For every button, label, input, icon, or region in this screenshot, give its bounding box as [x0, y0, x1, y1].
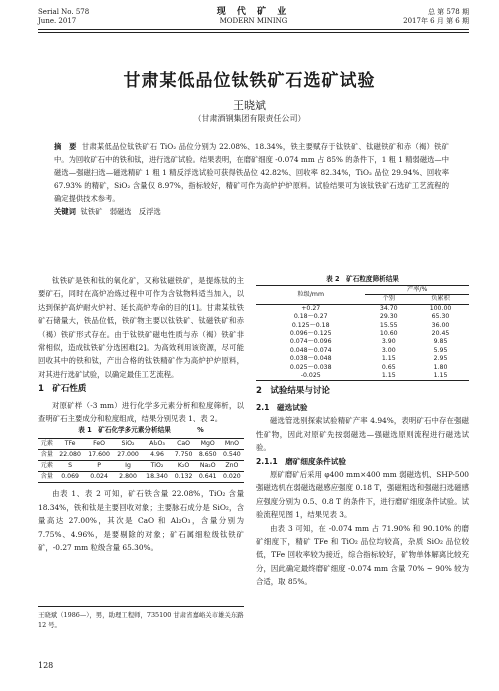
section-2-heading: 2 试验结果与讨论 [256, 386, 330, 397]
table-cell: 0.025～0.038 [289, 363, 332, 371]
table-header-yield: 产率/% [365, 286, 469, 295]
table-cell: MnO [224, 440, 239, 448]
table-cell: Na₂O [196, 461, 220, 472]
header-rule-thin [38, 32, 469, 33]
table-row [38, 439, 244, 450]
serial-number: Serial No. 578 [38, 8, 90, 16]
section-1-text: 对原矿样（-3 mm）进行化学多元素分析和粒度筛析，以查明矿石主要成分和粒度组成，结果分别见表 1、表 2。 [38, 400, 244, 424]
table-cell: 元素 [38, 461, 56, 472]
table-cell: 34.70 [379, 304, 398, 312]
table-cell: 0.048～0.074 [289, 346, 332, 354]
table-cell: 9.85 [433, 338, 448, 346]
table-row [256, 347, 469, 355]
table-cell: 0.020 [220, 472, 244, 483]
table-cell: P [85, 461, 114, 472]
table-subheader-cumulative: 负累积 [412, 295, 469, 304]
table-cell: 5.95 [433, 346, 448, 354]
table-2-caption: 表 2 矿石粒度筛析结果 [326, 275, 399, 283]
issue-date: June. 2017 [38, 17, 77, 25]
table-row [256, 304, 469, 313]
table-cell: 3.90 [381, 338, 396, 346]
table-cell: 0.132 [171, 472, 195, 483]
section-2-1-1-text: 原矿磨矿后采用 φ400 mm×400 mm 弱磁选机、SHP-500 强磁选机在弱磁选磁感应强度 0.18 T，强磁粗选和强磁扫选磁感应强度分别为 0.5、0.8 T 的条件下，进行磨矿细度条件试验。试验流程见图 1，结果见表 3。 [256, 469, 469, 520]
keywords-label: 关键词 [54, 207, 76, 216]
table-cell: 7.750 [171, 450, 195, 461]
table-cell: 0.641 [196, 472, 220, 483]
header-right [403, 8, 469, 26]
table-cell: 0.024 [85, 472, 114, 483]
table-cell: FeO [93, 440, 106, 448]
table-cell: S [56, 461, 85, 472]
table-row [256, 355, 469, 363]
table-cell: 10.60 [379, 330, 398, 338]
left-column [38, 274, 244, 555]
table-cell: 17.600 [85, 450, 114, 461]
author-footnote: 王晓斌（1986—），男，助理工程师，735100 甘肃省嘉峪关市雄关东路 12 号。 [38, 606, 244, 630]
keywords-text: 钛铁矿 弱磁选 反浮选 [80, 207, 161, 216]
section-2-1-1-heading: 2.1.1 磨矿细度条件试验 [256, 456, 346, 466]
table-cell: 65.30 [431, 313, 450, 321]
table-row [256, 330, 469, 338]
table-cell: 0.125～0.18 [291, 321, 330, 329]
table-header-size: 粒级/mm [256, 286, 365, 305]
section-2-1-heading: 2.1 磁选试验 [256, 402, 308, 412]
table-cell: 1.15 [381, 355, 396, 363]
table-row [38, 472, 244, 483]
table-row [256, 364, 469, 372]
table-cell: 2.800 [114, 472, 143, 483]
table-cell: Ig [114, 461, 143, 472]
table-2 [256, 285, 469, 381]
table-cell: 3.00 [381, 346, 396, 354]
table-1 [38, 438, 244, 483]
section-1-heading: 1 矿石性质 [38, 384, 87, 395]
table-cell: ZnO [220, 461, 244, 472]
table-subheader-individual: 个别 [365, 295, 412, 304]
table-cell: 含量 [38, 450, 56, 461]
abstract-block [54, 140, 449, 218]
table-cell: 0.096～0.125 [289, 330, 332, 338]
author-name: 王晓斌 [233, 99, 266, 112]
table-cell: Al₂O₃ [149, 440, 165, 448]
table-cell: 100.00 [429, 304, 452, 312]
table-cell: CaO [177, 440, 191, 448]
header-rule-thick [38, 29, 469, 30]
table-cell: 0.038～0.048 [289, 355, 332, 363]
table-cell: SiO₂ [121, 440, 135, 448]
table-cell: 0.074～0.096 [289, 338, 332, 346]
table-cell: 27.000 [114, 450, 143, 461]
table-cell: MgO [200, 440, 215, 448]
table-row [256, 322, 469, 330]
abstract-text: 甘肃某低品位钛铁矿石 TiO₂ 品位分别为 22.08%、18.34%，铁主要赋存于钛铁矿、钛磁铁矿和赤（褐）铁矿中。为回收矿石中的铁和钛，进行选矿试验。结果表明，在磨矿细度 -0.074 mm 占 85% 的条件下，1 粗 1 精弱磁选—中磁选—强磁扫选—磁选精矿 1 粗 1 精反浮选试验可获得铁品位 42.82%、回收率 82.34%，TiO₂ 品位 29.94%、回收率 67.93% 的精矿，SiO₂ 含量仅 8.97%，指标较好，精矿可作为高炉护炉原料。试验结果可为该钛铁矿石选矿工艺流程的确定提供技术参考。 [54, 142, 450, 203]
issue-cn: 2017年 6 月 第 6 期 [403, 17, 469, 25]
article-title: 甘肃某低品位钛铁矿石选矿试验 [123, 71, 376, 91]
table-cell: 1.15 [381, 372, 396, 380]
table-cell: 15.55 [379, 321, 398, 329]
table-cell: TiO₂ [143, 461, 172, 472]
table-cell: 8.650 [196, 450, 220, 461]
table-row [256, 372, 469, 381]
table-cell: 0.069 [56, 472, 85, 483]
right-column [256, 274, 469, 589]
page-number: 128 [38, 661, 54, 670]
table-row [256, 313, 469, 321]
table-cell: 22.080 [56, 450, 85, 461]
table-cell: 4.96 [143, 450, 172, 461]
journal-name-cn: 现 代 矿 业 [216, 7, 291, 17]
table-cell: +0.27 [301, 304, 321, 312]
table-1-caption: 表 1 矿石化学多元素分析结果 % [78, 426, 204, 435]
abstract-label: 摘 要 [54, 142, 77, 151]
table-cell: TFe [64, 440, 76, 448]
table-cell: K₂O [171, 461, 195, 472]
author-affiliation: （甘肃酒钢集团有限责任公司） [193, 114, 306, 123]
table-cell: 0.65 [381, 363, 396, 371]
table-cell: 0.540 [220, 450, 244, 461]
table-cell: 36.00 [431, 321, 450, 329]
table-cell: -0.025 [300, 372, 321, 380]
journal-name-en: MODERN MINING [219, 17, 288, 25]
table-row [38, 461, 244, 472]
table-cell: 29.30 [379, 313, 398, 321]
section-2-1-1-text-2: 由表 3 可知，在 -0.074 mm 占 71.90% 和 90.10% 的磨矿细度下，精矿 TFe 和 TiO₂ 品位均较高，杂质 SiO₂ 品位较低，TFe 回收率较为接近，综合指标较好，矿物单体解离比较充分，因此确定最终磨矿细度 -0.074 mm 含量 70% ~ 90% 较为合适，取 85%。 [256, 523, 469, 587]
table-cell: 18.340 [143, 472, 172, 483]
table-discussion-text: 由表 1、表 2 可知，矿石铁含量 22.08%，TiO₂ 含量 18.34%，铁和钛是主要回收对象；主要脉石成分是 SiO₂，含量高达 27.00%，其次是 CaO 和 Al₂O₃，含量分别为 7.75%、4.96%，是要剔除的对象；矿石属细粒级钛铁矿矿，-0.27 mm 粒级含量 65.30%。 [38, 489, 244, 553]
table-cell: 1.80 [433, 363, 448, 371]
section-2-1-text: 磁选管选别探索试验精矿产率 4.94%，表明矿石中存在强磁性矿物，因此对原矿先按弱磁选—强磁选原则流程进行磁选试验。 [256, 416, 469, 453]
table-cell: 1.15 [433, 372, 448, 380]
table-header-row [256, 286, 469, 295]
table-row [38, 450, 244, 461]
intro-paragraph: 钛铁矿是铁和钛的氧化矿，又称钛磁铁矿，是提炼钛的主要矿石，同时在高炉冶炼过程中可作为含钛物料适当加入，以达到保护高炉耐火炉衬、延长高炉寿命的目的[1]。甘肃某钛铁矿石储量大，铁品位低，铁矿物主要以钛铁矿、钛磁铁矿和赤（褐）铁矿形式存在。由于钛铁矿磁电性质与赤（褐）铁矿非常相似，造成钛铁矿分选困难[2]。为高效利用该资源，尽可能回收其中的铁和钛，产出合格的钛铁精矿作为高炉护炉原料，对其进行选矿试验，以确定最佳工艺流程。 [38, 276, 244, 379]
table-cell: 2.95 [433, 355, 448, 363]
table-cell: 20.45 [431, 330, 450, 338]
table-row [256, 338, 469, 346]
table-cell: 元素 [40, 440, 53, 448]
table-cell: 含量 [38, 472, 56, 483]
table-cell: 0.18～0.27 [293, 313, 328, 321]
total-issue: 总 第 578 期 [427, 8, 469, 16]
